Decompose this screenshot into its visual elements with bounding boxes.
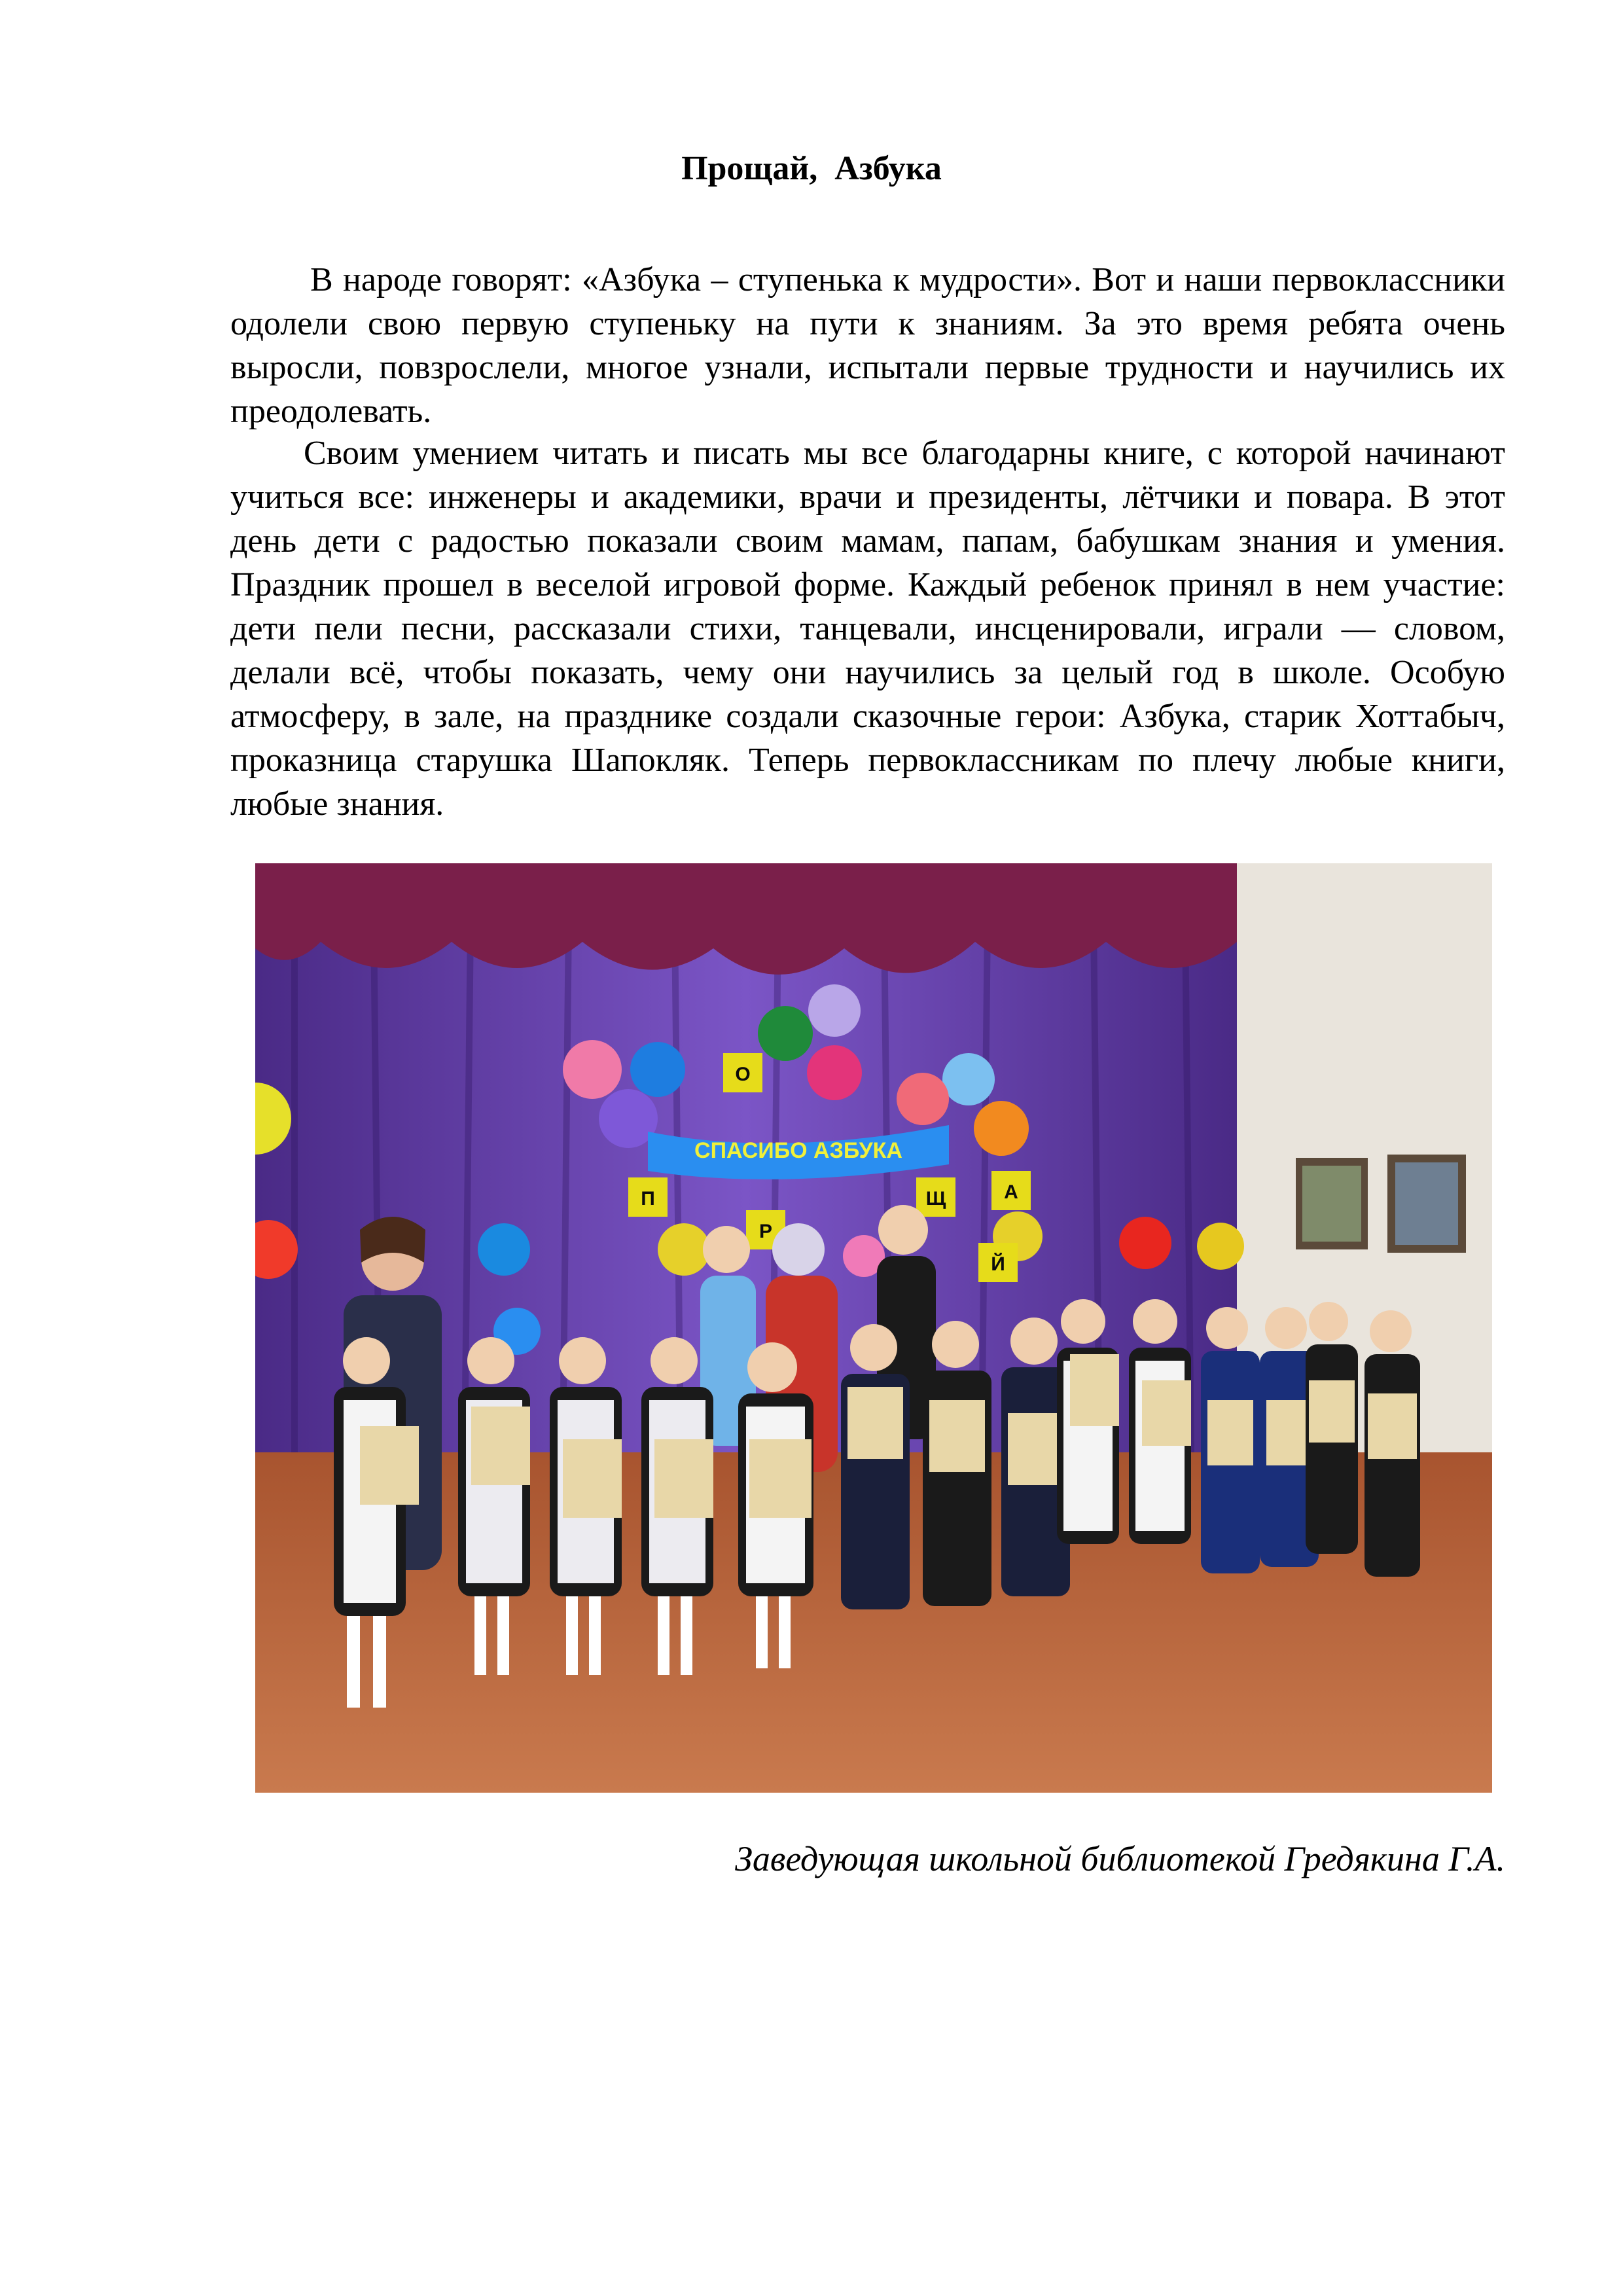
stage-letter: Р xyxy=(758,1221,773,1242)
stage-letter: П xyxy=(641,1188,655,1210)
stage-letter: А xyxy=(1004,1181,1018,1203)
paragraph-1: В народе говорят: «Азбука – ступенька к мудрости». Вот и наши первоклассники одолели свою первую ступеньку на пути к знаниям. За это время ребята очень выросли, повзрослели, многое узнали, испытали первые трудности и научились их преодолевать. xyxy=(230,261,1505,430)
event-photo xyxy=(255,863,1492,1793)
banner-text: СПАСИБО АЗБУКА xyxy=(694,1138,902,1163)
stage-letter: О xyxy=(735,1064,751,1085)
stage-letter: Щ xyxy=(925,1188,946,1210)
author-signature: Заведующая школьной библиотекой Гредякина Г.А. xyxy=(735,1839,1505,1878)
stage-letter: Й xyxy=(991,1253,1005,1275)
paragraph-2: Своим умением читать и писать мы все благодарны книге, с которой начинают учиться все: инженеры и академики, врачи и президенты, лётчики и повара. В этот день дети с радостью показали своим мамам, папам, бабушкам знания и умения. Праздник прошел в веселой игровой форме. Каждый ребенок принял в нем участие: дети пели песни, рассказали стихи, танцевали, инсценировали, играли — словом, делали всё, чтобы показать, чему они научились за целый год в школе. Особую атмосферу, в зале, на празднике создали сказочные герои: Азбука, старик Хоттабыч, проказница старушка Шапокляк. Теперь первоклассникам по плечу любые книги, любые знания. xyxy=(230,435,1505,823)
page-title: Прощай, Азбука xyxy=(681,150,942,187)
